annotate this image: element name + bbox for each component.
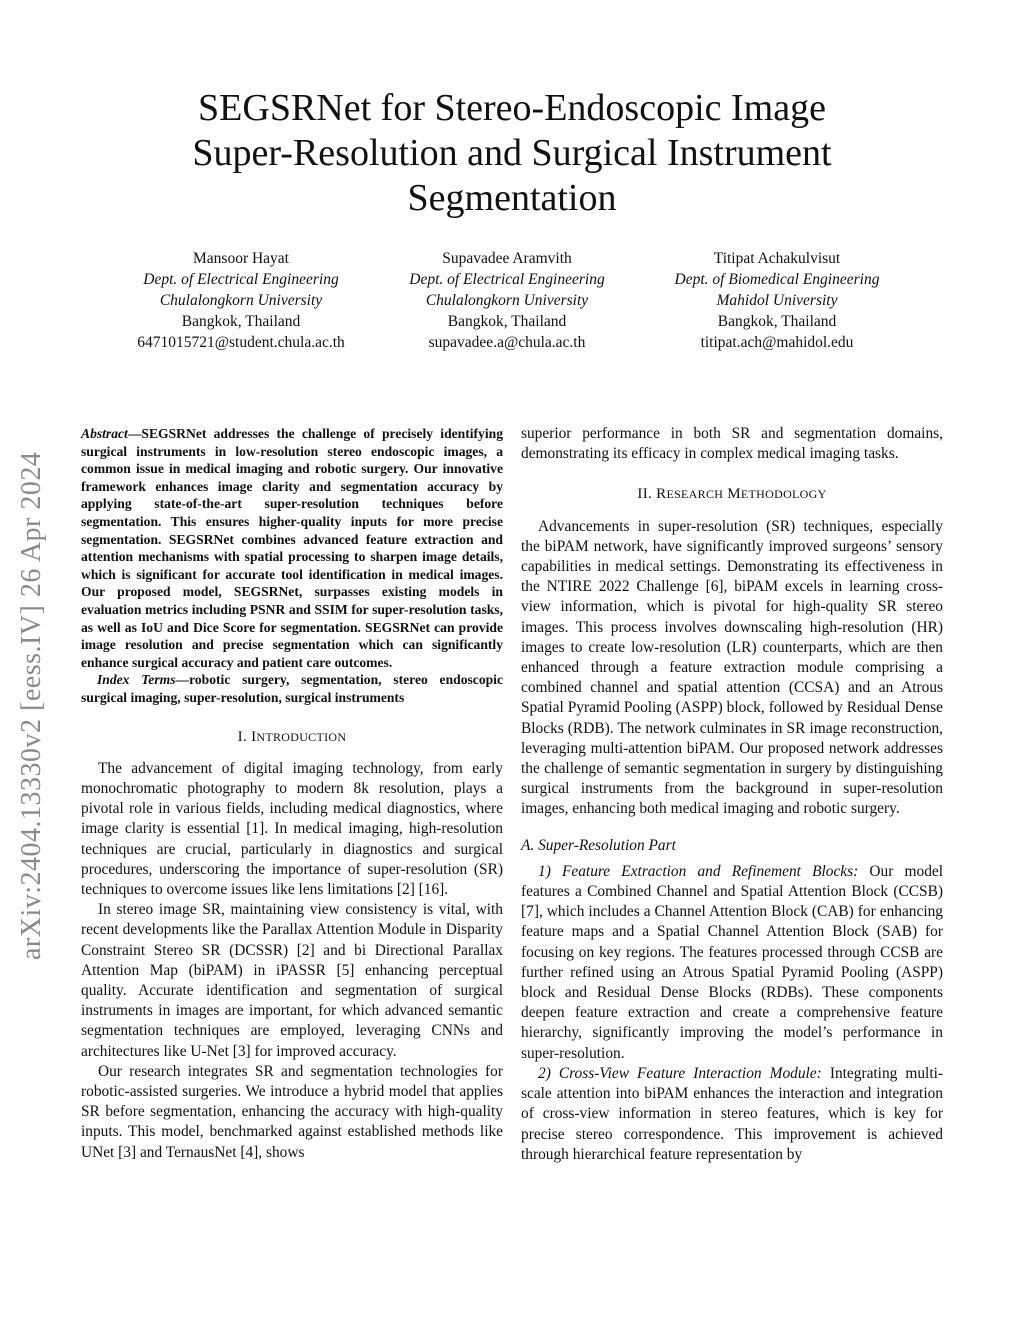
- paragraph: Advancements in super-resolution (SR) techniques, especially the biPAM network, have significantly improved surgeons’ sensory capabilities in medical settings. Demonstrating its effectiveness in the NTIRE 2022 Challenge [6], biPAM excels in learning cross-view information, which is pivotal for high-quality SR stereo images. This process involves downscaling high-resolution (HR) images to create low-resolution (LR) counterparts, which are then enhanced through a feature extraction module comprising a combined channel and spatial attention (CCSA) and an Atrous Spatial Pyramid Pooling (ASPP) block, followed by Residual Dense Blocks (RDB). The network culminates in SR image reconstruction, leveraging multi-attention biPAM. Our proposed network addresses the challenge of semantic segmentation in surgery by distinguishing surgical instruments from the background in super-resolution images, enhancing both medical imaging and robotic surgery.: [521, 517, 943, 818]
- paper-title: [90, 86, 934, 221]
- title-line: Segmentation: [407, 177, 617, 219]
- subsubsection-heading: 2) Cross-View Feature Interaction Module:: [538, 1064, 822, 1082]
- subsubsection-heading: 1) Feature Extraction and Refinement Blocks:: [538, 862, 859, 880]
- author-email: 6471015721@student.chula.ac.th: [137, 334, 345, 351]
- author-block: [106, 248, 376, 353]
- author-university: Chulalongkorn University: [425, 292, 589, 309]
- index-terms: [81, 671, 503, 706]
- author-name: Supavadee Aramvith: [442, 250, 572, 267]
- index-terms-text: —robotic surgery, segmentation, stereo endoscopic surgical imaging, super-resolution, surgical instruments: [81, 672, 503, 705]
- title-line: Super-Resolution and Surgical Instrument: [192, 132, 832, 174]
- abstract-label: Abstract: [81, 426, 128, 441]
- abstract: [81, 425, 503, 671]
- left-column: [81, 425, 503, 1163]
- section-heading-introduction: I. INTRODUCTION: [237, 728, 347, 745]
- author-location: Bangkok, Thailand: [447, 313, 567, 330]
- paragraph: In stereo image SR, maintaining view consistency is vital, with recent developments like the Parallax Attention Module in Disparity Constraint Stereo SR (DCSSR) [2] and bi Directional Parallax Attention Map (biPAM) in iPASSR [5] enhancing perceptual quality. Accurate identification and segmentation of surgical instruments in images are important, for which advanced semantic segmentation techniques are employed, leveraging CNNs and architectures like U-Net [3] for improved accuracy.: [81, 901, 503, 1060]
- author-name: Titipat Achakulvisut: [713, 250, 841, 267]
- index-terms-label: Index Terms: [97, 672, 176, 688]
- abstract-text: —SEGSRNet addresses the challenge of precisely identifying surgical instruments in low-resolution stereo endoscopic images, a common issue in medical imaging and robotic surgery. Our innovative framework enhances image clarity and segmentation accuracy by applying state-of-the-art super-resolution techniques before segmentation. This ensures higher-quality inputs for more precise segmentation. SEGSRNet combines advanced feature extraction and attention mechanisms with spatial processing to sharpen image details, which is significant for accurate tool identification in medical images. Our proposed model, SEGSRNet, surpasses existing models in evaluation metrics including PSNR and SSIM for super-resolution tasks, as well as IoU and Dice Score for segmentation. SEGSRNet can provide image resolution and precise segmentation which can significantly enhance surgical accuracy and patient care outcomes.: [81, 426, 503, 670]
- author-university: Chulalongkorn University: [159, 292, 323, 309]
- author-university: Mahidol University: [716, 292, 838, 309]
- title-line: SEGSRNet for Stereo-Endoscopic Image: [198, 87, 826, 129]
- paragraph: 2) Cross-View Feature Interaction Module: Integrating multi-scale attention into biPAM enhances the interaction and integration of cross-view information in stereo features, which is key for precise stereo correspondence. This improvement is achieved through hierarchical feature representation by: [521, 1064, 944, 1163]
- paragraph: superior performance in both SR and segmentation domains, demonstrating its efficacy in complex medical imaging tasks.: [521, 425, 943, 463]
- paragraph: 1) Feature Extraction and Refinement Blocks: Our model features a Combined Channel and Spatial Attention Block (CCSB) [7], which includes a Channel Attention Block (CAB) for enhancing feature maps and a Spatial Channel Attention Block (SAB) for focusing on key regions. The features processed through CCSB are further refined using an Atrous Spatial Pyramid Pooling (ASPP) block and Residual Dense Blocks (RDBs). These components deepen feature extraction and create a comprehensive feature hierarchy, significantly improving the model’s performance in super-resolution.: [521, 862, 943, 1062]
- author-email: titipat.ach@mahidol.edu: [700, 334, 854, 351]
- author-block: [642, 248, 912, 353]
- right-column: [521, 424, 943, 1165]
- author-dept: Dept. of Electrical Engineering: [409, 271, 605, 288]
- paragraph: Our research integrates SR and segmentation technologies for robotic-assisted surgeries. We introduce a hybrid model that applies SR before segmentation, enhancing the accuracy with high-quality inputs. This model, benchmarked against established methods like UNet [3] and TernausNet [4], shows: [81, 1062, 503, 1161]
- author-location: Bangkok, Thailand: [717, 313, 837, 330]
- paragraph: The advancement of digital imaging technology, from early monochromatic photography to modern 8k resolution, plays a pivotal role in various fields, including medical diagnostics, where image clarity is essential [1]. In medical imaging, high-resolution techniques are crucial, particularly in diagnostics and surgical procedures, underscoring the importance of super-resolution (SR) techniques to overcome issues like lens limitations [2] [16].: [81, 759, 503, 898]
- author-name: Mansoor Hayat: [193, 250, 289, 267]
- author-dept: Dept. of Biomedical Engineering: [674, 271, 880, 288]
- author-email: supavadee.a@chula.ac.th: [428, 334, 586, 351]
- section-heading-methodology: II. RESEARCH METHODOLOGY: [637, 486, 827, 503]
- author-block: [372, 248, 642, 353]
- arxiv-stamp: arXiv:2404.13330v2 [eess.IV] 26 Apr 2024: [16, 451, 47, 960]
- author-location: Bangkok, Thailand: [181, 313, 301, 330]
- author-dept: Dept. of Electrical Engineering: [143, 271, 339, 288]
- subsection-heading: A. Super-Resolution Part: [521, 836, 676, 854]
